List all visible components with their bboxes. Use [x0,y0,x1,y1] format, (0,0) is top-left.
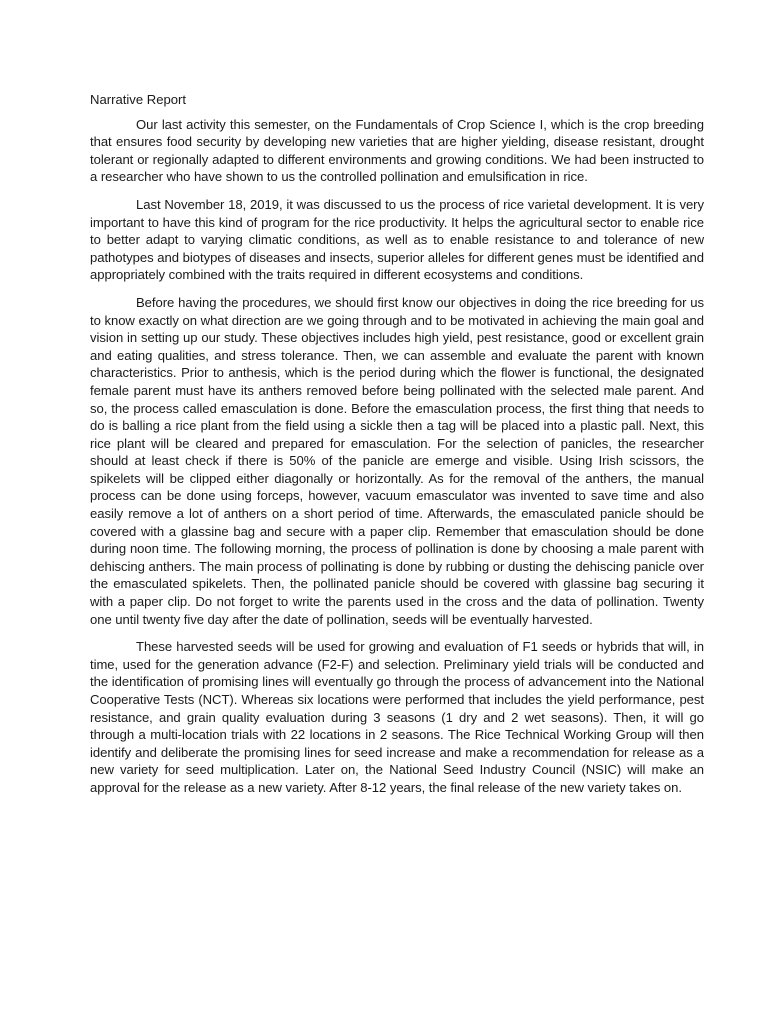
paragraph-varietal-development: Last November 18, 2019, it was discussed to us the process of rice varietal development. It is very important to have this kind of program for the rice productivity. It helps the agricultural sector to enable rice to better adapt to varying climatic conditions, as well as to enable resistance to and tolerance of new pathotypes and biotypes of diseases and insects, superior alleles for different genes must be identified and appropriately combined with the traits required in different ecosystems and conditions. [90,196,704,283]
paragraph-procedures: Before having the procedures, we should first know our objectives in doing the rice breeding for us to know exactly on what direction are we going through and to be motivated in achieving the main goal and vision in setting up our study. These objectives includes high yield, pest resistance, good or excellent grain and eating qualities, and stress tolerance. Then, we can assemble and evaluate the parent with known characteristics. Prior to anthesis, which is the period during which the flower is functional, the designated female parent must have its anthers removed before being pollinated with the selected male parent. And so, the process called emasculation is done. Before the emasculation process, the first thing that needs to do is balling a rice plant from the field using a sickle then a tag will be placed into a plastic pall. Next, this rice plant will be cleared and prepared for emasculation. For the selection of panicles, the researcher should at least check if there is 50% of the panicle are emerge and visible. Using Irish scissors, the spikelets will be clipped either diagonally or horizontally. As for the removal of the anthers, the manual process can be done using forceps, however, vacuum emasculator was invented to save time and also easily remove a lot of anthers on a short period of time. Afterwards, the emasculated panicle should be covered with a glassine bag and secure with a paper clip. Remember that emasculation should be done during noon time. The following morning, the process of pollination is done by choosing a male parent with dehiscing anthers. The main process of pollinating is done by rubbing or dusting the dehiscing panicle over the emasculated spikelets. Then, the pollinated panicle should be covered with glassine bag securing it with a paper clip. Do not forget to write the parents used in the cross and the data of pollination. Twenty one until twenty five day after the date of pollination, seeds will be eventually harvested. [90,294,704,627]
paragraph-harvested-seeds: These harvested seeds will be used for growing and evaluation of F1 seeds or hybrids that will, in time, used for the generation advance (F2-F) and selection. Preliminary yield trials will be conducted and the identification of promising lines will eventually go through the process of advancement into the National Cooperative Tests (NCT). Whereas six locations were performed that includes the yield performance, pest resistance, and grain quality evaluation during 3 seasons (1 dry and 2 wet seasons). Then, it will go through a multi-location trials with 22 locations in 2 seasons. The Rice Technical Working Group will then identify and deliberate the promising lines for seed increase and make a recommendation for release as a new variety for seed multiplication. Later on, the National Seed Industry Council (NSIC) will make an approval for the release as a new variety. After 8-12 years, the final release of the new variety takes on. [90,639,704,795]
document-title: Narrative Report [90,92,187,107]
document-page [90,91,704,807]
paragraph-introduction: Our last activity this semester, on the Fundamentals of Crop Science I, which is the crop breeding that ensures food security by developing new varieties that are higher yielding, disease resistant, drought tolerant or regionally adapted to different environments and growing conditions. We had been instructed to a researcher who have shown to us the controlled pollination and emulsification in rice. [90,116,704,185]
